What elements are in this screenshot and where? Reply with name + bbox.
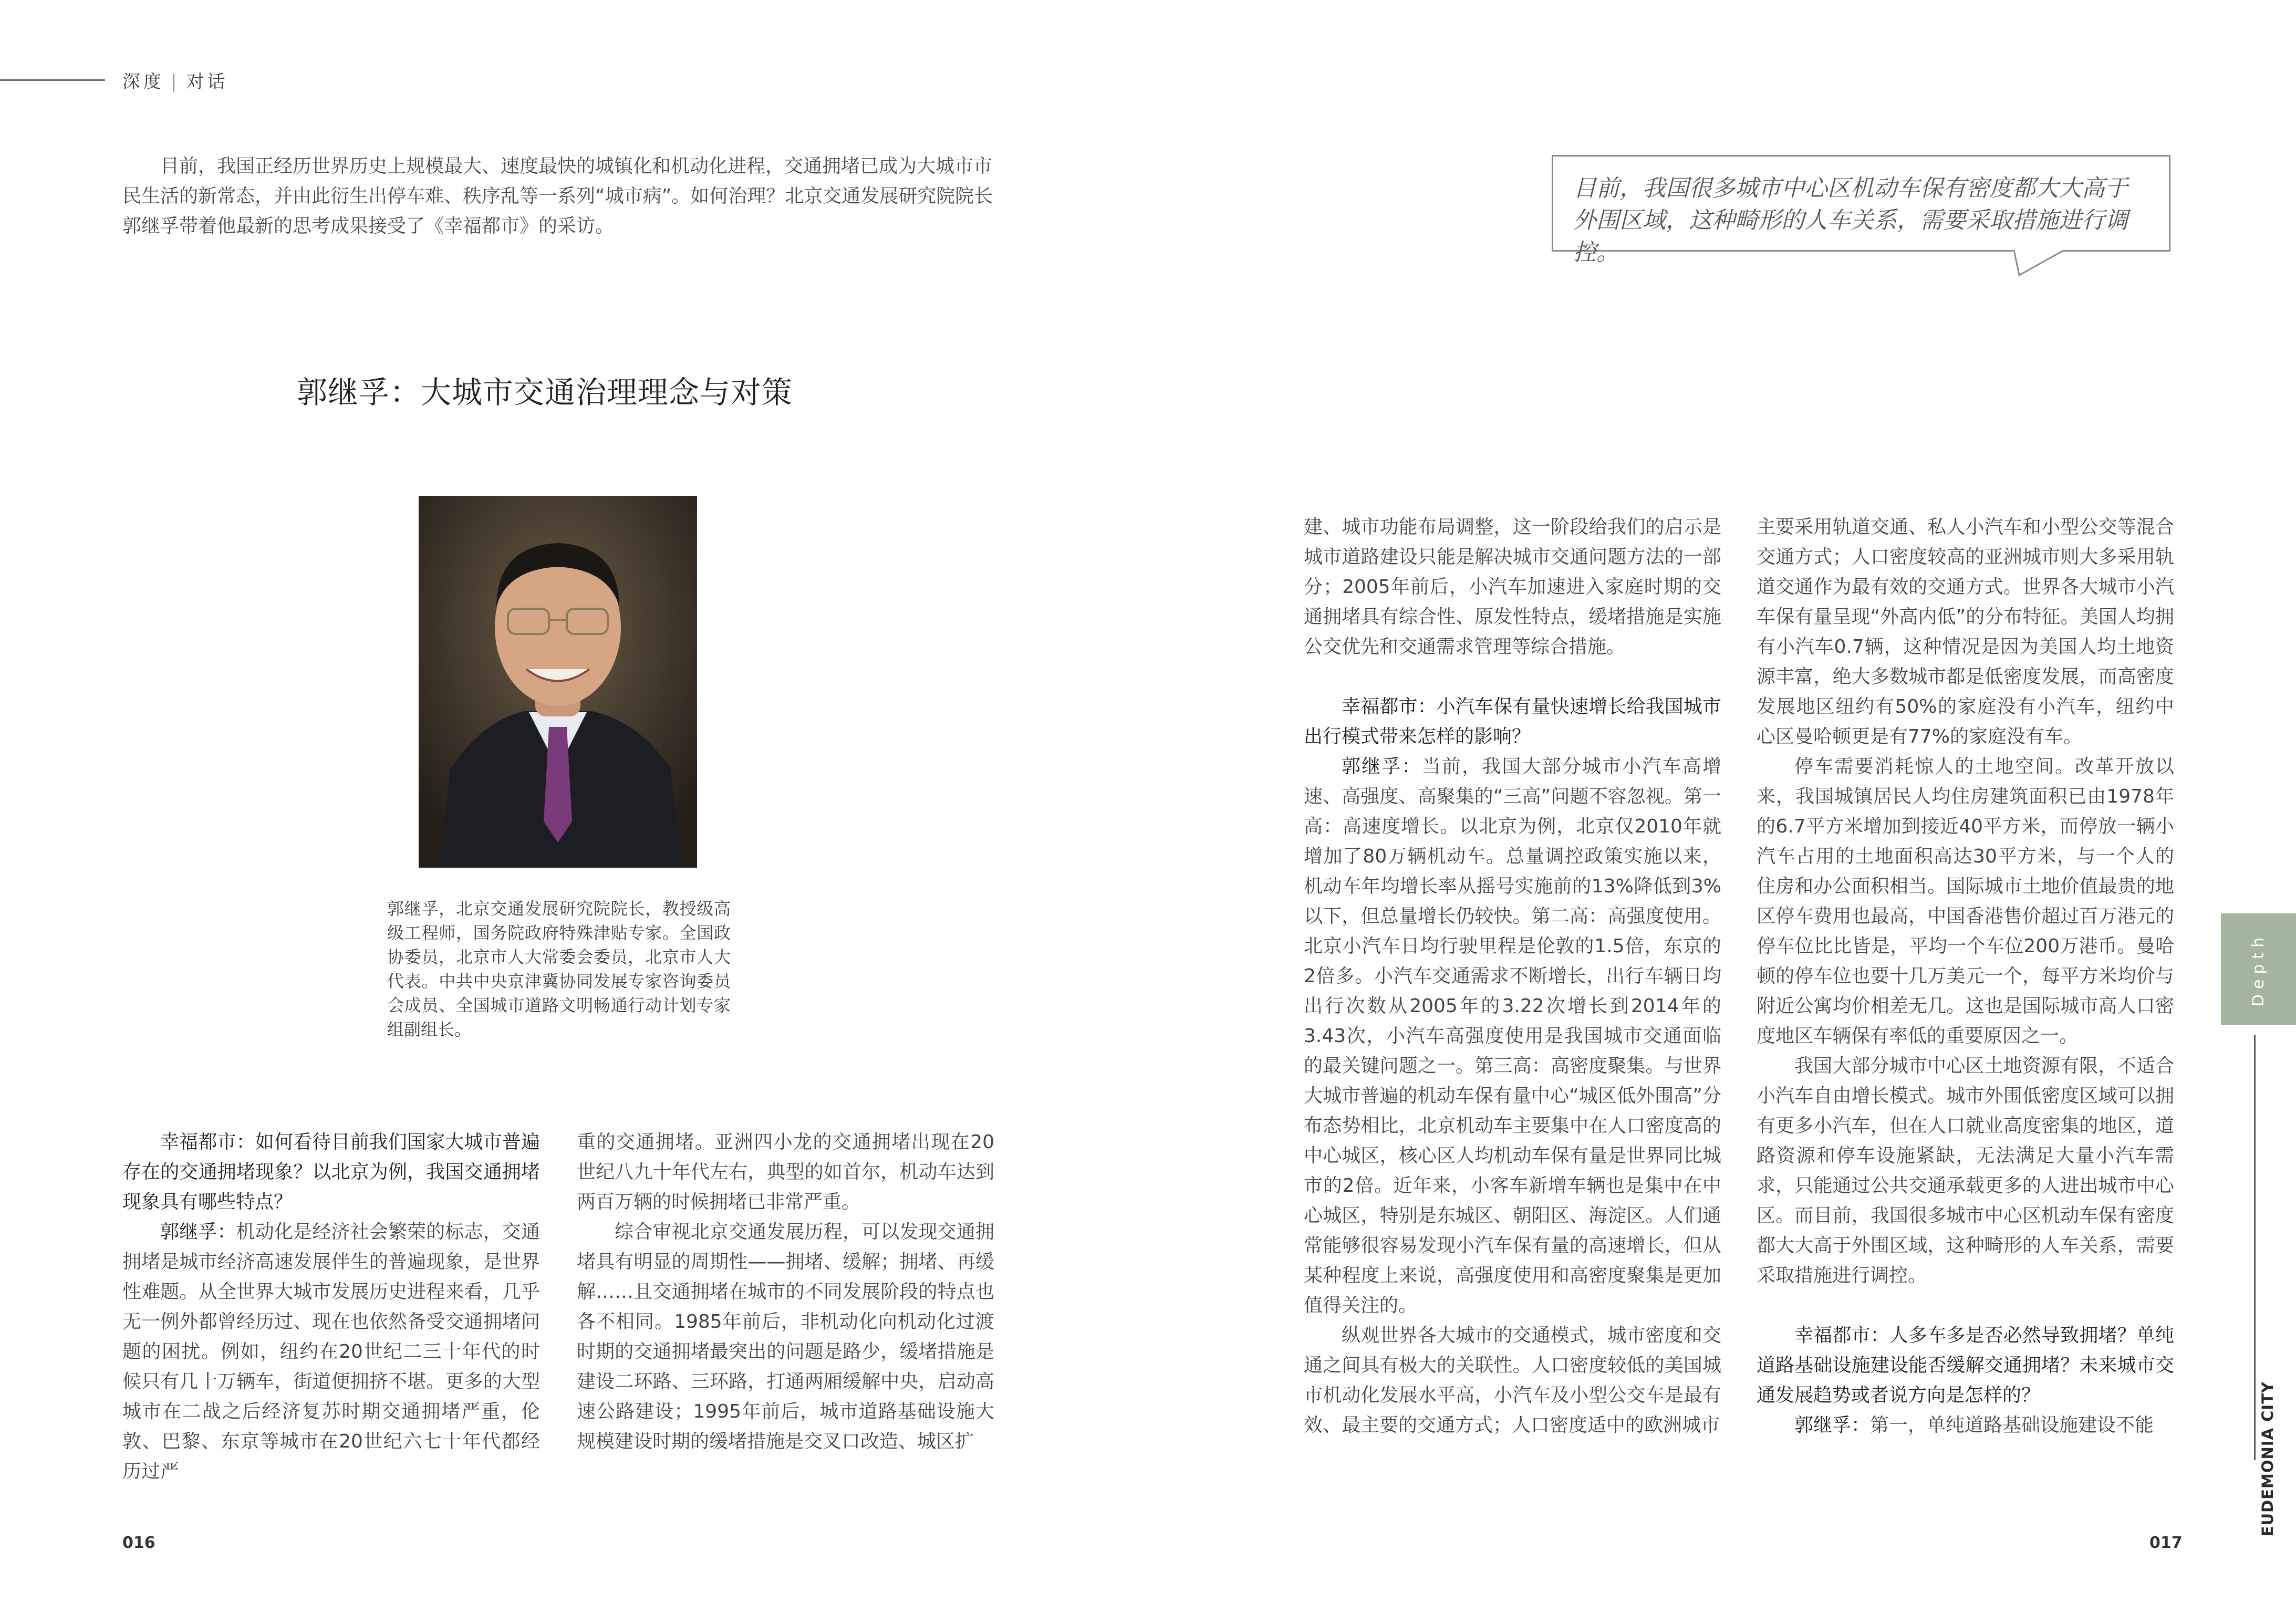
body-paragraph: 建、城市功能布局调整，这一阶段给我们的启示是城市道路建设只能是解决城市交通问题方法的一部分；2005年前后，小汽车加速进入家庭时期的交通拥堵具有综合性、原发性特点，缓堵措施是实施公交优先和交通需求管理等综合措施。 — [1304, 516, 1721, 658]
page-number-right: 017 — [2149, 1534, 2183, 1552]
edge-rule — [2254, 1035, 2256, 1460]
interview-answer — [1757, 1410, 2174, 1440]
article-title: 郭继孚：大城市交通治理理念与对策 — [297, 374, 793, 410]
pull-quote: 目前，我国很多城市中心区机动车保有密度都大大高于外围区域，这种畸形的人车关系，需要采取措施进行调控。 — [1552, 155, 2170, 252]
page-number-left: 016 — [122, 1534, 155, 1552]
section-sublabel: 对话 — [186, 71, 228, 92]
article-column-2 — [577, 1127, 994, 1456]
answer-text: 当前，我国大部分城市小汽车高增速、高强度、高聚集的“三高”问题不容忽视。第一高：高速度增长。以北京为例，北京仅2010年就增加了80万辆机动车。总量调控政策实施以来，机动车年均增长率从摇号实施前的13%降低到3%以下，但总量增长仍较快。第二高：高强度使用。北京小汽车日均行驶里程是伦敦的1.5倍，东京的2倍多。小汽车交通需求不断增长，出行车辆日均出行次数从2005年的3.22次增长到2014年的3.43次，小汽车高强度使用是我国城市交通面临的最关键问题之一。第三高：高密度聚集。与世界大城市普遍的机动车保有量中心“城区低外围高”分布态势相比，北京机动车主要集中在人口密度高的中心城区，核心区人均机动车保有量是世界同比城市的2倍。近年来，小客车新增车辆也是集中在中心城区，特别是东城区、朝阳区、海淀区。人们通常能够很容易发现小汽车保有量的高速增长，但从某种程度上来说，高强度使用和高密度聚集是更加值得关注的。 — [1304, 756, 1721, 1316]
paragraph-gap — [1757, 1291, 2174, 1320]
answer-text: 机动化是经济社会繁荣的标志，交通拥堵是城市经济高速发展伴生的普遍现象，是世界性难题。从全世界大城市发展历史进程来看，几乎无一例外都曾经历过、现在也依然备受交通拥堵问题的困扰。例如，纽约在20世纪二三十年代的时候只有几十万辆车，街道便拥挤不堪。更多的大型城市在二战之后经济复苏时期交通拥堵严重，伦敦、巴黎、东京等城市在20世纪六七十年代都经历过严 — [122, 1221, 540, 1482]
body-paragraph: 主要采用轨道交通、私人小汽车和小型公交等混合交通方式；人口密度较高的亚洲城市则大多采用轨道交通作为最有效的交通方式。世界各大城市小汽车保有量呈现“外高内低”的分布特征。美国人均拥有小汽车0.7辆，这种情况是因为美国人均土地资源丰富，绝大多数城市都是低密度发展，而高密度发展地区纽约有50%的家庭没有小汽车，纽约中心区曼哈顿更是有77%的家庭没有车。 — [1757, 516, 2174, 747]
interview-question: 幸福都市：小汽车保有量快速增长给我国城市出行模式带来怎样的影响？ — [1304, 696, 1721, 747]
body-paragraph: 停车需要消耗惊人的土地空间。改革开放以来，我国城镇居民人均住房建筑面积已由1978年的6.7平方米增加到接近40平方米，而停放一辆小汽车占用的土地面积高达30平方米，与一个人的住房和办公面积相当。国际城市土地价值最贵的地区停车费用也最高，中国香港售价超过百万港元的停车位比比皆是，平均一个车位200万港币。曼哈顿的停车位也要十几万美元一个，每平方米均价与附近公寓均价相差无几。这也是国际城市高人口密度地区车辆保有率低的重要原因之一。 — [1757, 756, 2174, 1047]
body-paragraph: 重的交通拥堵。亚洲四小龙的交通拥堵出现在20世纪八九十年代左右，典型的如首尔，机动车达到两百万辆的时候拥堵已非常严重。 — [577, 1131, 994, 1213]
body-paragraph: 纵观世界各大城市的交通模式，城市密度和交通之间具有极大的关联性。人口密度较低的美国城市机动化发展水平高，小汽车及小型公交车是最有效、最主要的交通方式；人口密度适中的欧洲城市 — [1304, 1325, 1721, 1436]
lead-paragraph: 目前，我国正经历世界历史上规模最大、速度最快的城镇化和机动化进程，交通拥堵已成为大城市市民生活的新常态，并由此衍生出停车难、秩序乱等一系列“城市病”。如何治理？北京交通发展研究院院长郭继孚带着他最新的思考成果接受了《幸福都市》的采访。 — [122, 155, 993, 237]
interview-question: 幸福都市：如何看待目前我们国家大城市普遍存在的交通拥堵现象？以北京为例，我国交通拥堵现象具有哪些特点？ — [122, 1131, 540, 1213]
portrait-photo — [419, 496, 697, 868]
interview-question: 幸福都市：人多车多是否必然导致拥堵？单纯道路基础设施建设能否缓解交通拥堵？未来城市交通发展趋势或者说方向是怎样的？ — [1757, 1325, 2174, 1406]
portrait-caption: 郭继孚，北京交通发展研究院院长，教授级高级工程师，国务院政府特殊津贴专家。全国政协委员，北京市人大常委会委员，北京市人大代表。中共中央京津冀协同发展专家咨询委员会成员、全国城市道路文明畅通行动计划专家组副组长。 — [387, 899, 731, 1039]
speaker-label: 郭继孚： — [160, 1221, 236, 1243]
section-label: 深度 — [122, 71, 164, 92]
section-header — [122, 67, 228, 93]
body-paragraph: 我国大部分城市中心区土地资源有限，不适合小汽车自由增长模式。城市外围低密度区域可以拥有更多小汽车，但在人口就业高度密集的地区，道路资源和停车设施紧缺，无法满足大量小汽车需求，只能通过公共交通承载更多的人进出城市中心区。而目前，我国很多城市中心区机动车保有密度都大大高于外围区域，这种畸形的人车关系，需要采取措施进行调控。 — [1757, 1055, 2174, 1286]
magazine-brand: EUDEMONIA CITY — [2259, 1381, 2277, 1537]
section-tab — [2221, 913, 2296, 1025]
speaker-label: 郭继孚： — [1342, 756, 1422, 777]
answer-text: 第一，单纯道路基础设施建设不能 — [1870, 1414, 2154, 1436]
interview-answer — [122, 1217, 540, 1486]
article-column-4 — [1757, 512, 2174, 1440]
paragraph-gap — [1304, 662, 1721, 692]
interview-answer — [1304, 752, 1721, 1320]
speaker-label: 郭继孚： — [1794, 1414, 1871, 1436]
section-tab-label: Depth — [2249, 932, 2268, 1006]
body-paragraph: 综合审视北京交通发展历程，可以发现交通拥堵具有明显的周期性——拥堵、缓解；拥堵、再缓解……且交通拥堵在城市的不同发展阶段的特点也各不相同。1985年前后，非机动化向机动化过渡时期的交通拥堵最突出的问题是路少，缓堵措施是建设二环路、三环路，打通两厢缓解中央，启动高速公路建设；1995年前后，城市道路基础设施大规模建设时期的缓堵措施是交叉口改造、城区扩 — [577, 1221, 994, 1452]
header-separator: | — [171, 71, 180, 92]
header-rule — [0, 79, 105, 81]
article-column-3 — [1304, 512, 1721, 1440]
article-column-1 — [122, 1127, 540, 1486]
speech-bubble-tail-icon — [2014, 250, 2066, 282]
